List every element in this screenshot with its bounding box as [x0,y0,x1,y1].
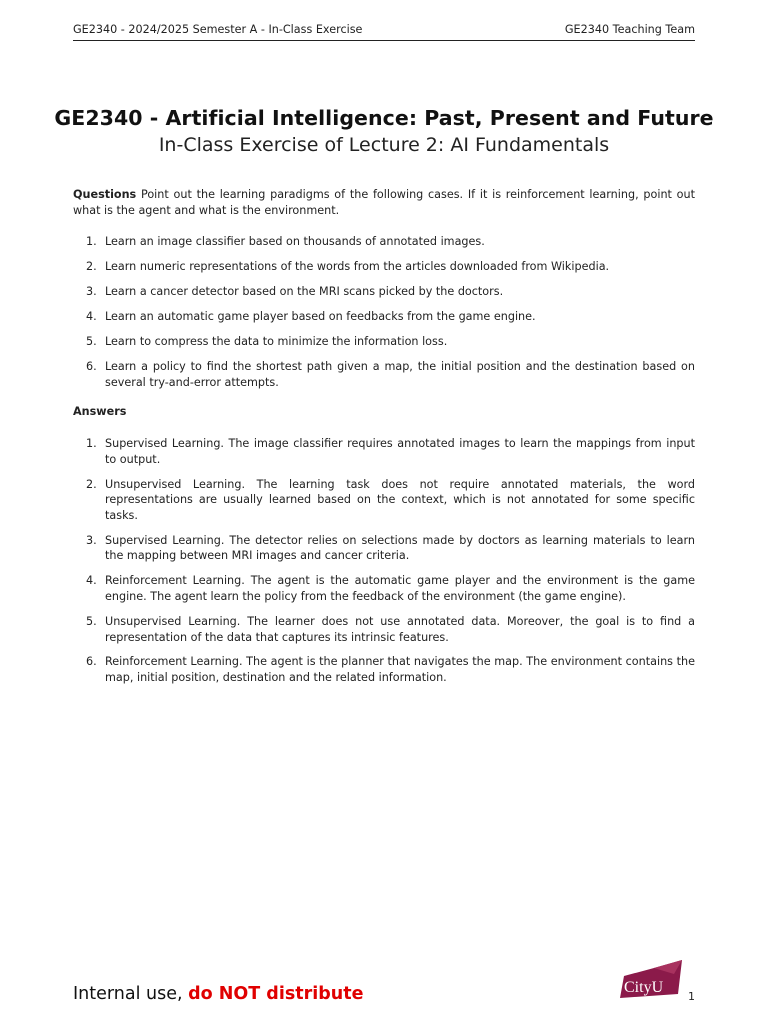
question-text: Learn numeric representations of the words from the articles downloaded from Wikipedia. [105,259,610,273]
questions-intro [73,187,695,218]
header-course-info: GE2340 - 2024/2025 Semester A - In-Class Exercise [73,23,363,36]
question-number: 2. [86,259,97,273]
document-subtitle: In-Class Exercise of Lecture 2: AI Fundamentals [158,134,610,156]
question-text: Learn an automatic game player based on feedbacks from the game engine. [105,309,536,323]
header-team: GE2340 Teaching Team [564,23,695,36]
logo-text: CityU [624,979,664,996]
question-number: 5. [86,334,97,348]
answer-item [73,477,695,524]
answers-list [73,436,695,695]
answer-text: Supervised Learning. The detector relies on selections made by doctors as learning materials to learn the mapping between MRI images and cancer criteria. [105,533,695,563]
question-item [73,334,695,350]
answer-text: Reinforcement Learning. The agent is the planner that navigates the map. The environment contains the map, initial position, destination and the related information. [105,655,695,685]
answer-text: Supervised Learning. The image classifier requires annotated images to learn the mappings from input to output. [105,437,695,466]
page-header [73,22,695,41]
questions-list [73,234,695,400]
notice-warning: do NOT distribute [188,984,364,1004]
answer-number: 2. [86,477,97,491]
notice-prefix: Internal use, [73,984,189,1004]
question-text: Learn to compress the data to minimize the information loss. [105,334,448,348]
question-item [73,234,695,250]
question-number: 4. [86,309,97,323]
answer-number: 5. [86,614,97,628]
question-item [73,309,695,325]
question-item [73,359,695,390]
question-number: 1. [86,235,97,248]
cityu-logo [614,958,684,1000]
answer-text: Unsupervised Learning. The learning task does not require annotated materials, the word representations are usually learned based on the context, which is not annotated for some specific tasks. [105,477,695,522]
answer-number: 4. [86,574,97,588]
answer-text: Unsupervised Learning. The learner does not use annotated data. Moreover, the goal is to find a representation of the data that captures its intrinsic features. [105,614,695,644]
question-number: 6. [86,359,97,373]
question-text: Learn a cancer detector based on the MRI scans picked by the doctors. [105,284,504,298]
page-number: 1 [688,990,695,1003]
questions-intro-text: Point out the learning paradigms of the following cases. If it is reinforcement learning, point out what is the agent and what is the environment. [73,188,695,217]
answer-item [73,533,695,564]
answer-item [73,573,695,604]
question-text: Learn an image classifier based on thousands of annotated images. [105,235,485,248]
answers-heading: Answers [73,405,127,418]
answer-number: 1. [86,437,97,450]
answer-number: 3. [86,533,97,547]
question-item [73,284,695,300]
question-number: 3. [86,284,97,298]
questions-label: Questions [73,188,137,201]
answer-item [73,436,695,467]
answer-text: Reinforcement Learning. The agent is the automatic game player and the environment is the game engine. The agent learn the policy from the feedback of the environment (the game engine). [105,574,695,603]
answer-item [73,614,695,645]
document-title: GE2340 - Artificial Intelligence: Past, Present and Future [54,106,714,130]
question-item [73,259,695,275]
answer-item [73,654,695,685]
question-text: Learn a policy to find the shortest path given a map, the initial position and the destination based on several try-and-error attempts. [105,359,695,389]
distribution-notice [73,984,363,1004]
answer-number: 6. [86,655,97,669]
